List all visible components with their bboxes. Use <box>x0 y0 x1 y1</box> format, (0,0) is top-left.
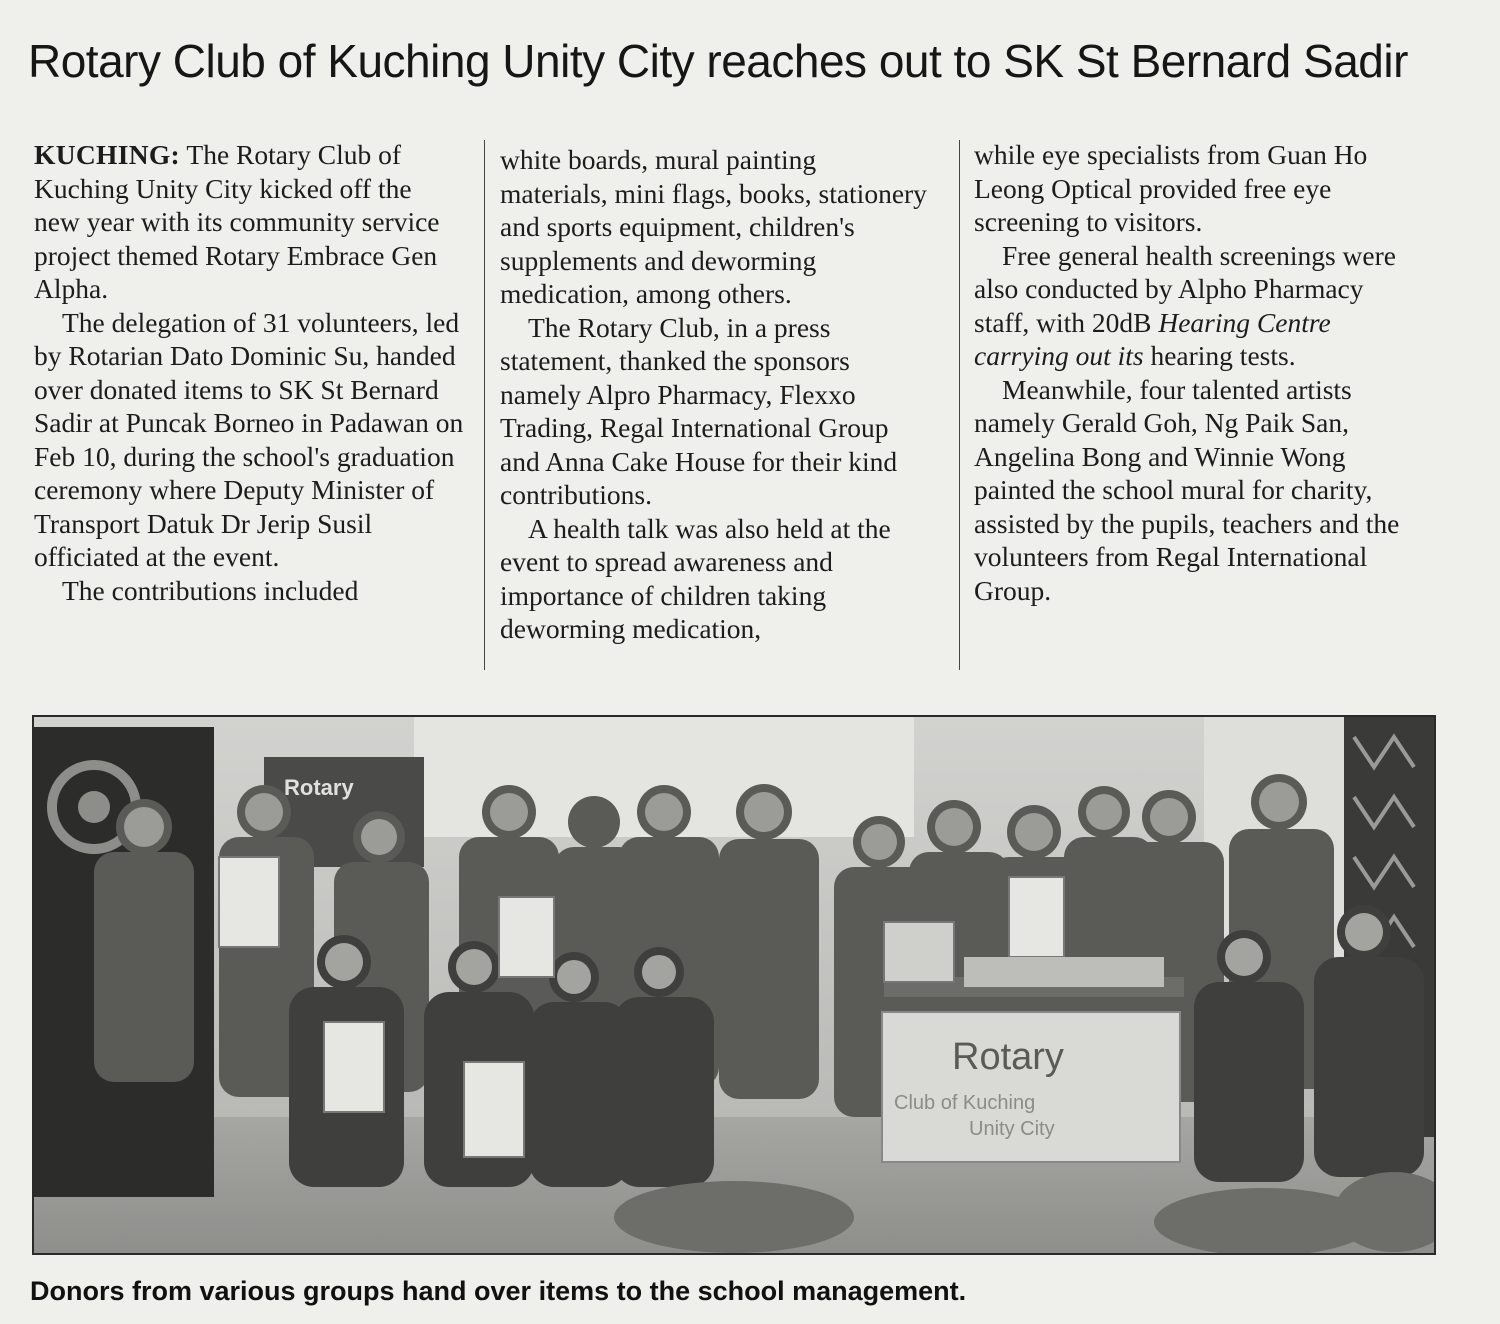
rotary-sign-line: Club of Kuching <box>894 1092 1036 1114</box>
article-column-1 <box>34 138 464 607</box>
table-items <box>964 957 1164 987</box>
column-rule <box>959 140 960 670</box>
paragraph-text: Free general health screenings were also conducted by Alpho Pharmacy staff, with 20dB <box>974 239 1396 338</box>
table-items <box>884 922 954 982</box>
paragraph-text: hearing tests. <box>1150 340 1296 371</box>
photo-caption: Donors from various groups hand over items to the school management. <box>30 1276 967 1306</box>
headline: Rotary Club of Kuching Unity City reaches out to SK St Bernard Sadir <box>28 35 1408 87</box>
svg-text:Rotary: Rotary <box>274 777 277 778</box>
paragraph-text: The Rotary Club of Kuching Unity City kicked off the new year with its community service project themed Rotary Embrace Gen Alpha. <box>34 139 440 304</box>
paragraph: The contributions included <box>62 574 359 606</box>
group-photo-illustration <box>34 717 1434 1253</box>
paragraph: while eye specialists from Guan Ho Leong Optical provided free eye screening to visitors. <box>974 139 1368 237</box>
news-photo <box>32 715 1436 1255</box>
paragraph: The delegation of 31 volunteers, led by Rotarian Dato Dominic Su, handed over donated items to SK St Bernard Sadir at Puncak Borneo in Padawan on Feb 10, during the school's graduation ceremony where Deputy Minister of Transport Datuk Dr Jerip Susil officiated at the event. <box>34 306 464 572</box>
paragraph: The Rotary Club, in a press statement, thanked the sponsors namely Alpro Pharmacy, Flexxo Trading, Regal International Group and Anna Cake House for their kind contributions. <box>500 311 898 510</box>
paragraph-italic-text: Hearing Centre carrying out its <box>974 306 1331 371</box>
paragraph: A health talk was also held at the event to spread awareness and importance of children taking deworming medication, <box>500 512 891 644</box>
paragraph <box>974 239 1404 373</box>
rotary-sign-title: Rotary <box>952 1036 1064 1078</box>
article-column-2 <box>500 143 930 646</box>
article-column-3 <box>974 138 1404 607</box>
paragraph: white boards, mural painting materials, mini flags, books, stationery and sports equipment, children's supplements and deworming medication, among others. <box>500 144 927 309</box>
dateline: KUCHING: <box>34 139 181 170</box>
column-rule <box>484 140 485 670</box>
rotary-sign-line: Unity City <box>969 1118 1055 1140</box>
paragraph: Meanwhile, four talented artists namely Gerald Goh, Ng Paik San, Angelina Bong and Winnie Wong painted the school mural for charity, assisted by the pupils, teachers and the volunteers from Regal International Group. <box>974 373 1400 606</box>
paragraph <box>34 138 464 306</box>
backdrop-label: Rotary <box>284 775 354 800</box>
